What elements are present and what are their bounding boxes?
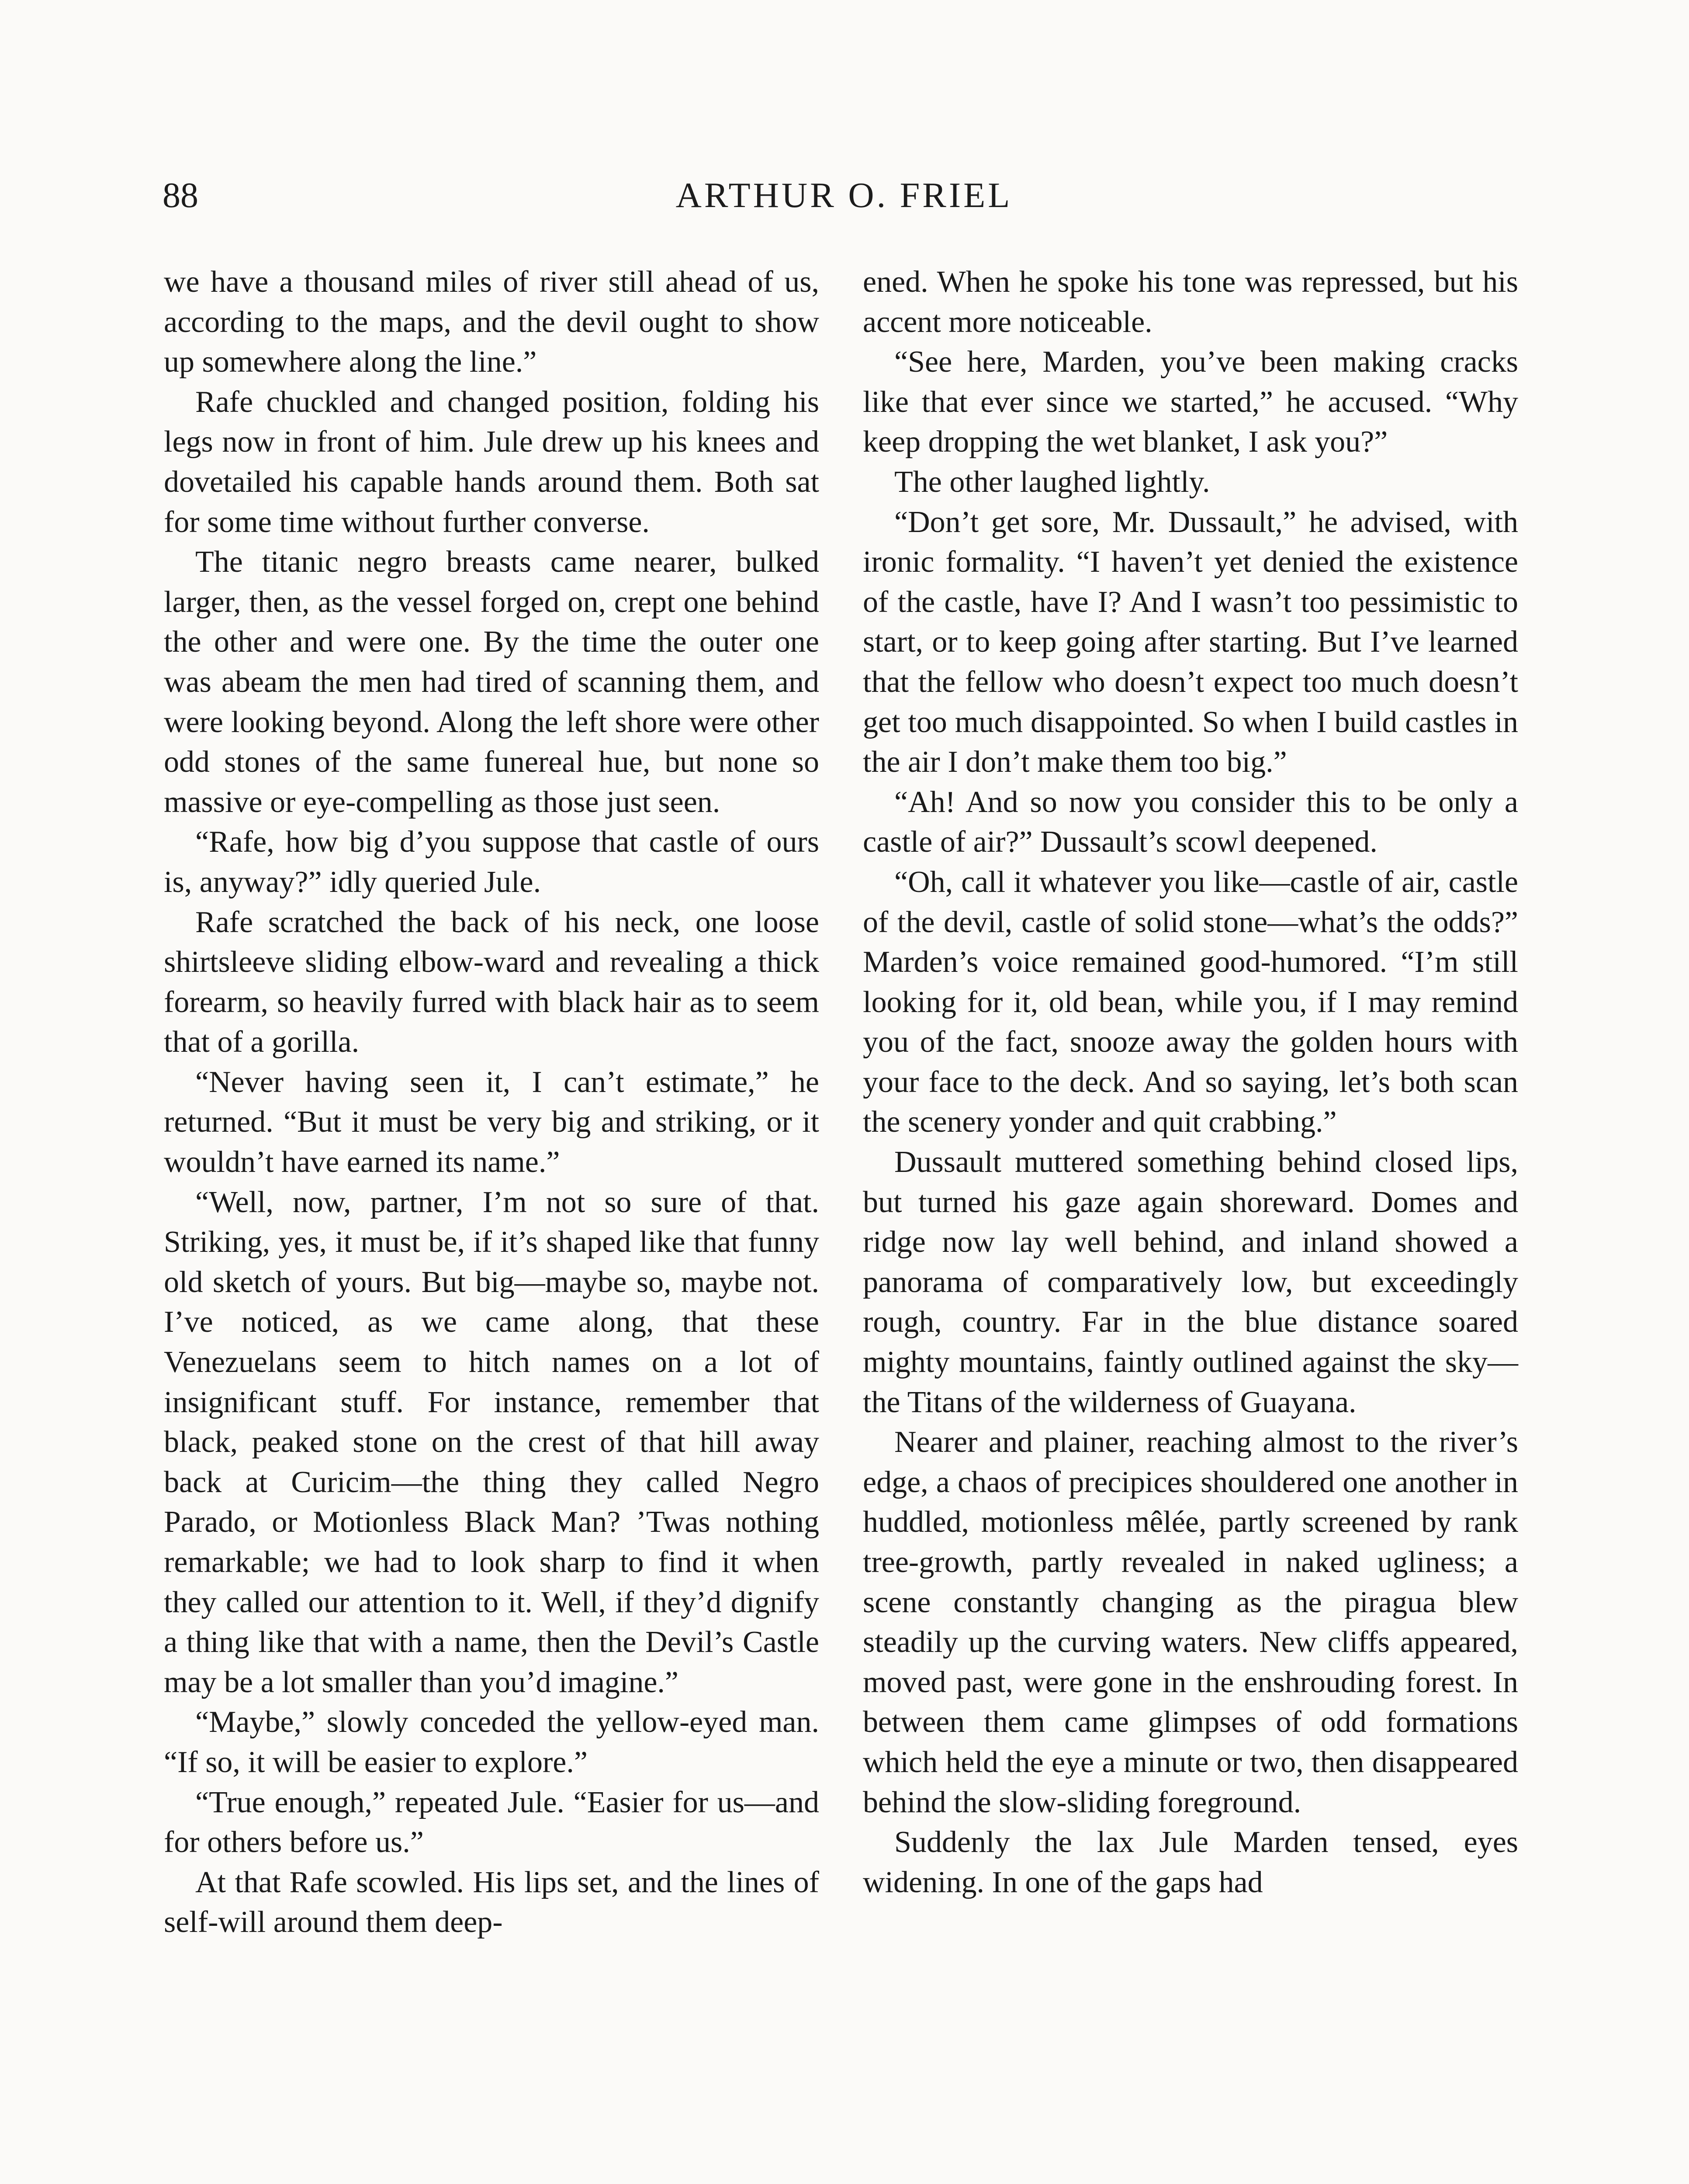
running-head: ARTHUR O. FRIEL bbox=[675, 175, 1013, 215]
paragraph: “Rafe, how big d’you suppose that castle of ours is, anyway?” idly queried Jule. bbox=[164, 825, 819, 899]
paragraph: ened. When he spoke his tone was repressed, but his accent more noticeable. bbox=[863, 265, 1518, 339]
paragraph: Rafe chuckled and changed position, folding his legs now in front of him. Jule drew up his knees and dovetailed his capable hands around them. Both sat for some time without further converse. bbox=[164, 385, 819, 539]
paragraph: we have a thousand miles of river still ahead of us, according to the maps, and the devil ought to show up somewhere along the line.” bbox=[164, 265, 819, 379]
left-column bbox=[164, 262, 819, 1942]
paragraph: The other laughed lightly. bbox=[894, 465, 1210, 499]
paragraph: “Maybe,” slowly conceded the yellow-eyed man. “If so, it will be easier to explore.” bbox=[164, 1705, 819, 1779]
right-column bbox=[863, 262, 1518, 1902]
paragraph: “Don’t get sore, Mr. Dussault,” he advised, with ironic formality. “I haven’t yet denied the existence of the castle, have I? And I wasn’t too pessimistic to start, or to keep going after starting. But I’ve learned that the fellow who doesn’t expect too much doesn’t get too much disappointed. So when I build castles in the air I don’t make them too big.” bbox=[863, 505, 1518, 779]
paragraph: “True enough,” repeated Jule. “Easier for us—and for others before us.” bbox=[164, 1785, 819, 1859]
paragraph: “Ah! And so now you consider this to be only a castle of air?” Dussault’s scowl deepened. bbox=[863, 785, 1518, 859]
paragraph: “Well, now, partner, I’m not so sure of that. Striking, yes, it must be, if it’s shaped like that funny old sketch of yours. But big—maybe so, maybe not. I’ve noticed, as we came along, that these Venezuelans seem to hitch names on a lot of insignificant stuff. For instance, remember that black, peaked stone on the crest of that hill away back at Curicim—the thing they called Negro Parado, or Motionless Black Man? ’Twas nothing remarkable; we had to look sharp to find it when they called our attention to it. Well, if they’d dignify a thing like that with a name, then the Devil’s Castle may be a lot smaller than you’d imagine.” bbox=[164, 1185, 819, 1699]
paragraph: The titanic negro breasts came nearer, bulked larger, then, as the vessel forged on, crept one behind the other and were one. By the time the outer one was abeam the men had tired of scanning them, and were looking beyond. Along the left shore were other odd stones of the same funereal hue, but none so massive or eye-compelling as those just seen. bbox=[164, 545, 819, 819]
paragraph: Dussault muttered something behind closed lips, but turned his gaze again shoreward. Domes and ridge now lay well behind, and inland showed a panorama of comparatively low, but exceedingly rough, country. Far in the blue distance soared mighty mountains, faintly outlined against the sky—the Titans of the wilderness of Guayana. bbox=[863, 1145, 1518, 1419]
paragraph: “See here, Marden, you’ve been making cracks like that ever since we started,” he accused. “Why keep dropping the wet blanket, I ask you?” bbox=[863, 345, 1518, 459]
paragraph: “Oh, call it whatever you like—castle of air, castle of the devil, castle of solid stone—what’s the odds?” Marden’s voice remained good-humored. “I’m still looking for it, old bean, while you, if I may remind you of the fact, snooze away the golden hours with your face to the deck. And so saying, let’s both scan the scenery yonder and quit crabbing.” bbox=[863, 865, 1518, 1139]
paragraph: At that Rafe scowled. His lips set, and the lines of self-will around them deep- bbox=[164, 1865, 819, 1939]
page-header bbox=[163, 175, 1526, 232]
paragraph: Nearer and plainer, reaching almost to the river’s edge, a chaos of precipices shouldered one another in huddled, motionless mêlée, partly screened by rank tree-growth, partly revealed in naked ugliness; a scene constantly changing as the piragua blew steadily up the curving waters. New cliffs appeared, moved past, were gone in the enshrouding forest. In between them came glimpses of odd formations which held the eye a minute or two, then disappeared behind the slow-sliding foreground. bbox=[863, 1425, 1518, 1819]
page-number: 88 bbox=[163, 175, 198, 215]
paragraph: “Never having seen it, I can’t estimate,” he returned. “But it must be very big and striking, or it wouldn’t have earned its name.” bbox=[164, 1065, 819, 1179]
paragraph: Suddenly the lax Jule Marden tensed, eyes widening. In one of the gaps had bbox=[863, 1825, 1518, 1899]
paragraph: Rafe scratched the back of his neck, one loose shirtsleeve sliding elbow-ward and revealing a thick forearm, so heavily furred with black hair as to seem that of a gorilla. bbox=[164, 905, 819, 1059]
